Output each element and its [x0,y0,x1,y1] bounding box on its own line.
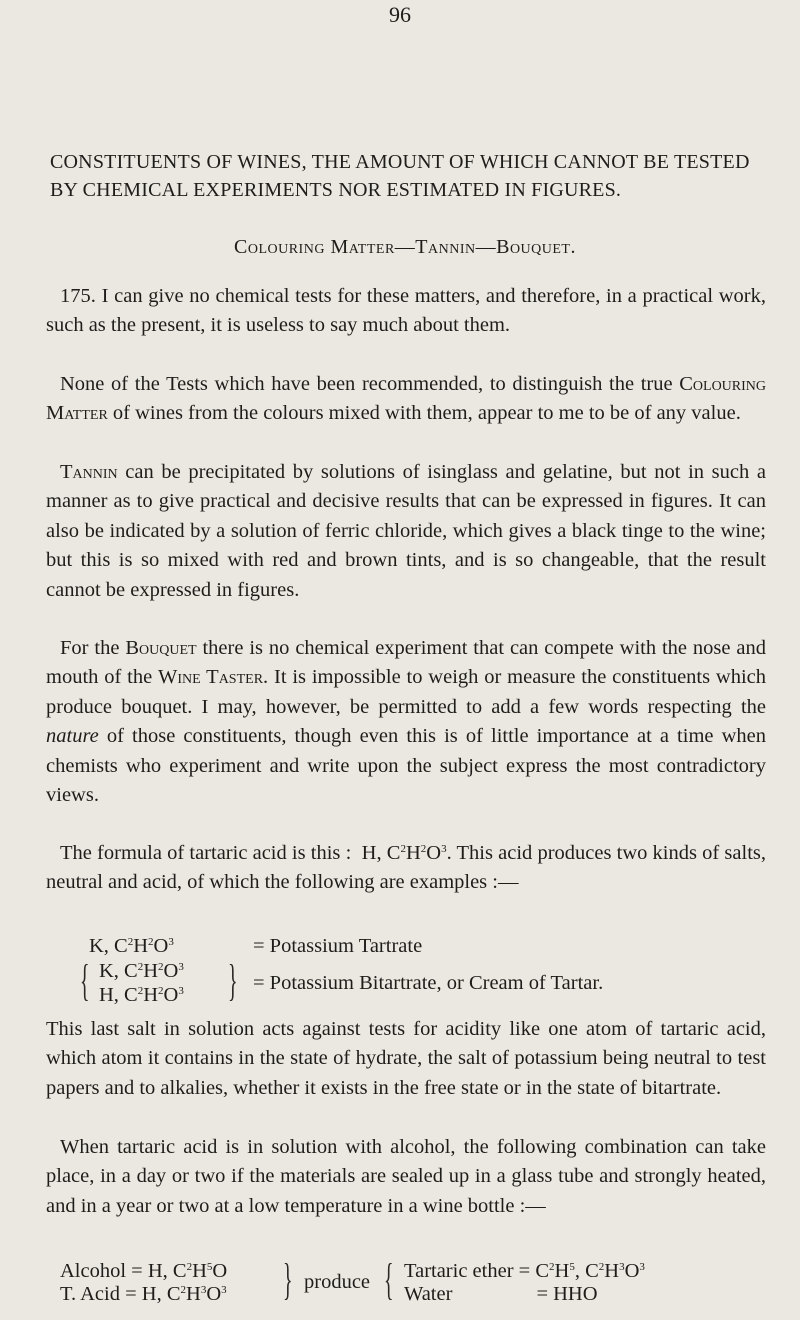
reaction-verb: produce [304,1271,371,1293]
section-subheading: Colouring Matter—Tannin—Bouquet. [234,236,576,258]
reaction-alcohol: Alcohol = H, $C^2H^5O$ [60,1260,228,1282]
formula-potassium-tartrate-result: = Potassium Tartrate [253,935,423,957]
reaction-tartaric-ether: Tartaric ether = $C^2H^5$, $C^2H^3O^3$ [404,1260,645,1282]
paragraph-last-salt: This last salt in solution acts against tests for acidity like one atom of tartaric acid, which atom it contains in the state of hydrate, the salt of potassium being neutral to test papers and to alkalies, whether it exists in the free state or in the state of bitartrate. [46,1018,766,1099]
paragraph-alcohol-combination: When tartaric acid is in solution with alcohol, the following combination can take place, in a day or two if the materials are sealed up in a glass tube and strongly heated, and in a year or two at a low temperature in a wine bottle :— [46,1136,766,1217]
right-brace: } [228,956,238,1005]
reaction-water: Water = HHO [404,1283,598,1305]
page-number: 96 [389,2,411,27]
tartaric-acid-formula: H, $C^2H^2O^3$. [356,842,452,864]
left-brace: { [80,956,90,1005]
reaction-right-brace: } [283,1255,293,1304]
paragraph-175: 175. I can give no chemical tests for these matters, and therefore, in a practical work, such as the present, it is useless to say much about them. [46,285,767,337]
formula-potassium-tartrate: K, $C^2H^2O^3$ [89,935,174,957]
paragraph-colouring-matter: None of the Tests which have been recommended, to distinguish the true Colouring Matter of wines from the colours mixed with them, appear to me to be of any value. [46,373,767,425]
reaction-left-brace: { [384,1255,394,1304]
formula-bitartrate-line1: K, $C^2H^2O^3$ [99,960,184,982]
paragraph-bouquet: For the Bouquet there is no chemical experiment that can compete with the nose and mouth of the Wine Taster. It is impossible to weigh or measure the constituents which produce bouquet. I may, however, be permitted to add a few words respecting the nature of those constituents, though even this is of little importance at a time when chemists who experiment and write upon the subject express the most contradictory views. [46,637,767,807]
reaction-tartaric-acid: T. Acid = H, $C^2H^3O^3$ [60,1283,227,1305]
paragraph-tartaric-formula: The formula of tartaric acid is this : H, $C^2H^2O^3$. This acid produces two kinds of salts, neutral and acid, of which the following are examples :— [46,842,766,894]
section-heading: CONSTITUENTS OF WINES, THE AMOUNT OF WHICH CANNOT BE TESTED BY CHEMICAL EXPERIMENTS NOR ESTIMATED IN FIGURES. [50,151,750,201]
paragraph-tannin: Tannin can be precipitated by solutions of isinglass and gelatine, but not in such a manner as to give practical and decisive results that can be expressed in figures. It can also be indicated by a solution of ferric chloride, which gives a black tinge to the wine; but this is so mixed with red and brown tints, and is so changeable, that the result cannot be expressed in figures. [46,461,766,601]
formula-bitartrate-result: = Potassium Bitartrate, or Cream of Tartar. [253,972,604,994]
formula-bitartrate-line2: H, $C^2H^2O^3$ [99,984,184,1006]
paragraph-number: 175. [60,285,96,307]
